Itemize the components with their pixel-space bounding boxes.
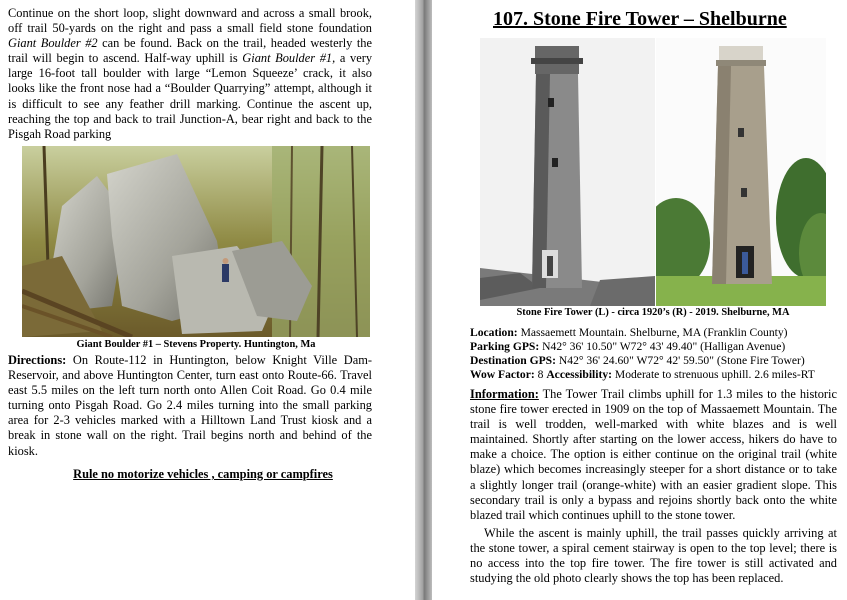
directions-label: Directions: [8,353,67,367]
closing-paragraph: While the ascent is mainly uphill, the trail passes quickly arriving at the stone tower, a spiral cement stairway is open to the top level; there is no access into the top fire tower. The fire tower is still activated and studying the old photo clearly shows the top has been replaced. [470,526,837,586]
giant-boulder-2-name: Giant Boulder #2 [8,36,98,51]
left-page [0,0,415,600]
tower-photo-1920s [480,38,655,306]
location-line: Location: Massaemett Mountain. Shelburne, MA (Franklin County) [470,326,788,339]
parking-gps-line: Parking GPS: N42° 36' 10.50" W72° 43' 49.40" (Halligan Avenue) [470,340,786,353]
information-label: Information: [470,387,539,401]
information-paragraph: Information: The Tower Trail climbs uphill for 1.3 miles to the historic stone fire tower erected in 1909 on the top of Massaemett Mountain. The trail is well trodden, well-marked with white blazes and is well maintained. Shortly after starting on the lower access, hikers do have to make a choice. The option is either continue on the original trail (white blaze) which becomes increasingly steeper for a short distance or to take a slightly longer trail (orange-white) with an easier gradient slope. This secondary trail is only a bypass and rejoins shortly back onto the white blazed trail which continues uphill to the stone tower. [470,387,837,522]
intro-paragraph: Continue on the short loop, slight downward and across a small brook, off trail 50-yards on the right and pass a small field stone foundation Giant Boulder #2 can be found. Back on the trail, headed westerly the trail will begin to ascend. Half-way uphill is Giant Boulder #1, a very large 16-foot tall boulder with large “Lemon Squeeze’ crack, it also looks like the front nose had a “Boulder Quarrying” attempt, although it is difficult to see any feather drill marking. Continue the ascent up, reaching the top and back to trail Junction-A, bear right and back to the Pisgah Road parking [8,6,373,141]
giant-boulder-photo [22,146,370,337]
giant-boulder-1-name: Giant Boulder #1, [242,51,336,66]
destination-gps-line: Destination GPS: N42° 36' 24.60" W72° 42' 59.50" (Stone Fire Tower) [470,354,805,367]
tower-photo-2019 [656,38,826,306]
page-gutter [415,0,432,600]
boulder-photo-caption: Giant Boulder #1 – Stevens Property. Huntington, Ma [76,339,316,350]
page-title: 107. Stone Fire Tower – Shelburne [493,8,787,30]
rule-notice: Rule no motorize vehicles , camping or campfires [73,467,333,481]
wow-factor-line: Wow Factor: 8 Accessibility: Moderate to strenuous uphill. 2.6 miles-RT [470,368,815,381]
right-page [432,0,847,600]
tower-photo-caption: Stone Fire Tower (L) - circa 1920’s (R) - 2019. Shelburne, MA [516,307,790,318]
directions-paragraph: Directions: On Route-112 in Huntington, below Knight Ville Dam-Reservoir, and above Huntington Center, turn east onto Route-66. Travel east 5.5 miles on the left turn north onto Allen Coit Road. Go 0.4 mile turning onto Pisgah Road. Go 2.4 miles turning into the small parking area for 2-3 vehicles marked with a Hilltown Land Trust kiosk and a break in stone wall on the right. Trail begins north and behind of the kiosk. [8,353,372,458]
